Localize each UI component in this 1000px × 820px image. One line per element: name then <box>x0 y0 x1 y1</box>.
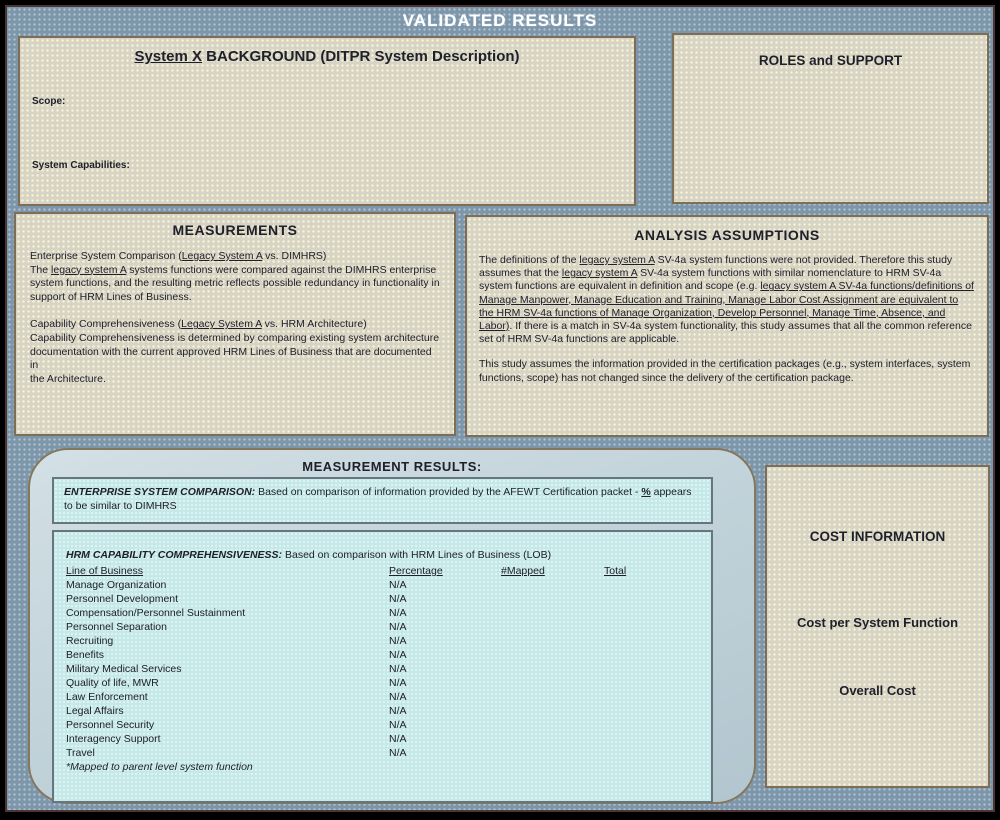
lob-mapped-value <box>501 648 604 662</box>
analysis-assumptions-title: ANALYSIS ASSUMPTIONS <box>634 227 820 243</box>
lob-percentage-value: N/A <box>389 621 407 633</box>
text-segment: Legacy System A <box>181 250 263 262</box>
lob-name: Military Medical Services <box>66 663 182 675</box>
overall-cost-label: Overall Cost <box>839 683 916 698</box>
capability-comprehensiveness-heading <box>30 318 440 332</box>
lob-name: Personnel Security <box>66 719 155 731</box>
lob-percentage-value: N/A <box>389 733 407 745</box>
lob-table-row <box>66 592 703 606</box>
text-segment: . If there is a match in SV-4a system functionality, this study assumes that all the common reference set of HRM SV-4a functions are applicable. <box>479 320 972 346</box>
lob-name: Compensation/Personnel Sustainment <box>66 607 246 619</box>
page-title: VALIDATED RESULTS <box>402 11 598 30</box>
text-segment: systems functions were compared against the DIMHRS enterprise system functions, and the resulting metric reflects possible redundancy in functionality in support of HRM Lines of Business. <box>30 263 440 303</box>
hrm-comprehensiveness-heading <box>66 548 701 562</box>
lob-table-row <box>66 634 703 648</box>
lob-table-rows <box>66 578 703 760</box>
slide-stage <box>5 5 995 812</box>
lob-mapped-value <box>501 620 604 634</box>
lob-percentage-value: N/A <box>389 677 407 689</box>
text-segment: SV-4a system functions with similar nomenclature to HRM SV-4a system functions are equivalent in definition and scope (e.g. <box>479 267 942 293</box>
lob-percentage-value: N/A <box>389 705 407 717</box>
lob-table-row <box>66 606 703 620</box>
text-segment: legacy system A <box>51 263 127 276</box>
lob-name: Personnel Separation <box>66 621 167 633</box>
analysis-assumptions-panel <box>465 215 989 437</box>
analysis-paragraph-2: This study assumes the information provided in the certification packages (e.g., system interfaces, system functions, scope) has not changed since the delivery of the certification package. <box>479 358 971 384</box>
system-capabilities-label: System Capabilities: <box>32 160 130 171</box>
system-background-panel <box>18 36 636 206</box>
lob-table-row <box>66 690 703 704</box>
lob-name: Legal Affairs <box>66 705 124 717</box>
lob-table-row <box>66 662 703 676</box>
enterprise-comparison-heading <box>30 250 440 264</box>
text-segment: Based on comparison of information provided by the AFEWT Certification packet - <box>255 486 642 498</box>
lob-table-footnote: *Mapped to parent level system function <box>66 761 253 773</box>
lob-total-value <box>604 690 703 704</box>
cost-information-title: COST INFORMATION <box>809 529 946 544</box>
lob-header-total: Total <box>604 565 627 577</box>
lob-name: Interagency Support <box>66 733 161 745</box>
lob-mapped-value <box>501 676 604 690</box>
lob-table-header <box>66 564 703 578</box>
lob-total-value <box>604 704 703 718</box>
text-segment: legacy system A SV-4a functions/definitions of Manage Manpower, Manage Education and Training, Manage Labor Cost Assignment are equivalent to the HRM SV-4a functions of Manage Organization, Develop Personnel, Manage Time, Absence, and Labor) <box>479 280 974 333</box>
scope-label: Scope: <box>32 96 66 107</box>
lob-table-row <box>66 648 703 662</box>
lob-table-row <box>66 732 703 746</box>
lob-percentage-value: N/A <box>389 579 407 591</box>
enterprise-comparison-box <box>52 477 713 524</box>
lob-name: Personnel Development <box>66 593 179 605</box>
lob-percentage-value: N/A <box>389 719 407 731</box>
measurement-results-panel <box>28 448 756 804</box>
lob-percentage-value: N/A <box>389 691 407 703</box>
text-segment: legacy system A <box>561 267 638 280</box>
lob-total-value <box>604 746 703 760</box>
roles-support-title: ROLES and SUPPORT <box>758 53 903 68</box>
lob-table-row <box>66 746 703 760</box>
lob-mapped-value <box>501 690 604 704</box>
cost-per-system-function-label: Cost per System Function <box>796 615 959 630</box>
hrm-comprehensiveness-box <box>52 530 713 803</box>
lob-total-value <box>604 578 703 592</box>
measurements-panel <box>14 212 456 436</box>
lob-mapped-value <box>501 718 604 732</box>
text-segment: vs. DIMHRS) <box>262 250 327 262</box>
lob-total-value <box>604 606 703 620</box>
text-segment: appears to be similar to DIMHRS <box>64 486 692 512</box>
lob-total-value <box>604 718 703 732</box>
lob-header-line-of-business: Line of Business <box>66 565 144 577</box>
measurements-title: MEASUREMENTS <box>172 222 298 238</box>
cost-information-panel <box>765 465 990 788</box>
lob-name: Travel <box>66 747 95 759</box>
lob-mapped-value <box>501 592 604 606</box>
lob-total-value <box>604 648 703 662</box>
lob-percentage-value: N/A <box>389 649 407 661</box>
capability-comprehensiveness-body-line2: the Architecture. <box>30 372 106 385</box>
text-segment: Capability Comprehensiveness is determined by comparing existing system architecture documentation with the current approved HRM Lines of Business that are documented in <box>30 331 440 372</box>
measurements-paragraph-1 <box>30 250 440 304</box>
lob-total-value <box>604 620 703 634</box>
lob-name: Manage Organization <box>66 579 167 591</box>
lob-mapped-value <box>501 634 604 648</box>
lob-table-row <box>66 704 703 718</box>
lob-percentage-value: N/A <box>389 607 407 619</box>
text-segment: legacy system A <box>579 254 655 266</box>
text-segment: ENTERPRISE SYSTEM COMPARISON: <box>64 486 256 498</box>
lob-percentage-value: N/A <box>389 663 407 675</box>
text-segment: System X <box>134 48 202 65</box>
lob-table-row <box>66 578 703 592</box>
text-segment: vs. HRM Architecture) <box>261 318 367 331</box>
measurement-results-title: MEASUREMENT RESULTS: <box>302 459 482 474</box>
lob-name: Quality of life, MWR <box>66 677 159 689</box>
text-segment: Based on comparison with HRM Lines of Business (LOB) <box>282 549 552 561</box>
text-segment: The definitions of the <box>479 254 580 266</box>
text-segment: BACKGROUND (DITPR System Description) <box>202 48 520 65</box>
lob-table-row <box>66 718 703 732</box>
lob-mapped-value <box>501 746 604 760</box>
text-segment: SV-4a system functions were not provided. Therefore this study assumes that the <box>479 254 953 280</box>
lob-table <box>66 564 703 760</box>
lob-table-row <box>66 620 703 634</box>
measurements-paragraph-2 <box>30 318 440 386</box>
lob-mapped-value <box>501 578 604 592</box>
text-segment: Enterprise System Comparison ( <box>30 250 182 262</box>
lob-percentage-value: N/A <box>389 593 407 605</box>
lob-header-percentage: Percentage <box>389 565 443 577</box>
text-segment: Capability Comprehensiveness ( <box>30 318 182 331</box>
text-segment: Legacy System A <box>181 318 262 331</box>
lob-mapped-value <box>501 732 604 746</box>
lob-percentage-value: N/A <box>389 747 407 759</box>
text-segment: % <box>641 486 651 498</box>
lob-total-value <box>604 732 703 746</box>
lob-total-value <box>604 634 703 648</box>
lob-name: Recruiting <box>66 635 114 647</box>
lob-mapped-value <box>501 606 604 620</box>
lob-table-row <box>66 676 703 690</box>
lob-name: Benefits <box>66 649 104 661</box>
text-segment: The <box>30 263 52 276</box>
text-segment: HRM CAPABILITY COMPREHENSIVENESS: <box>66 549 283 561</box>
enterprise-comparison-body <box>30 264 440 305</box>
lob-header-mapped: #Mapped <box>501 565 545 577</box>
capability-comprehensiveness-body <box>30 332 440 373</box>
lob-total-value <box>604 592 703 606</box>
lob-mapped-value <box>501 662 604 676</box>
system-background-title <box>20 48 634 65</box>
lob-percentage-value: N/A <box>389 635 407 647</box>
lob-name: Law Enforcement <box>66 691 148 703</box>
lob-mapped-value <box>501 704 604 718</box>
lob-total-value <box>604 662 703 676</box>
lob-total-value <box>604 676 703 690</box>
analysis-paragraph-1 <box>479 254 975 346</box>
roles-support-panel <box>672 33 989 204</box>
